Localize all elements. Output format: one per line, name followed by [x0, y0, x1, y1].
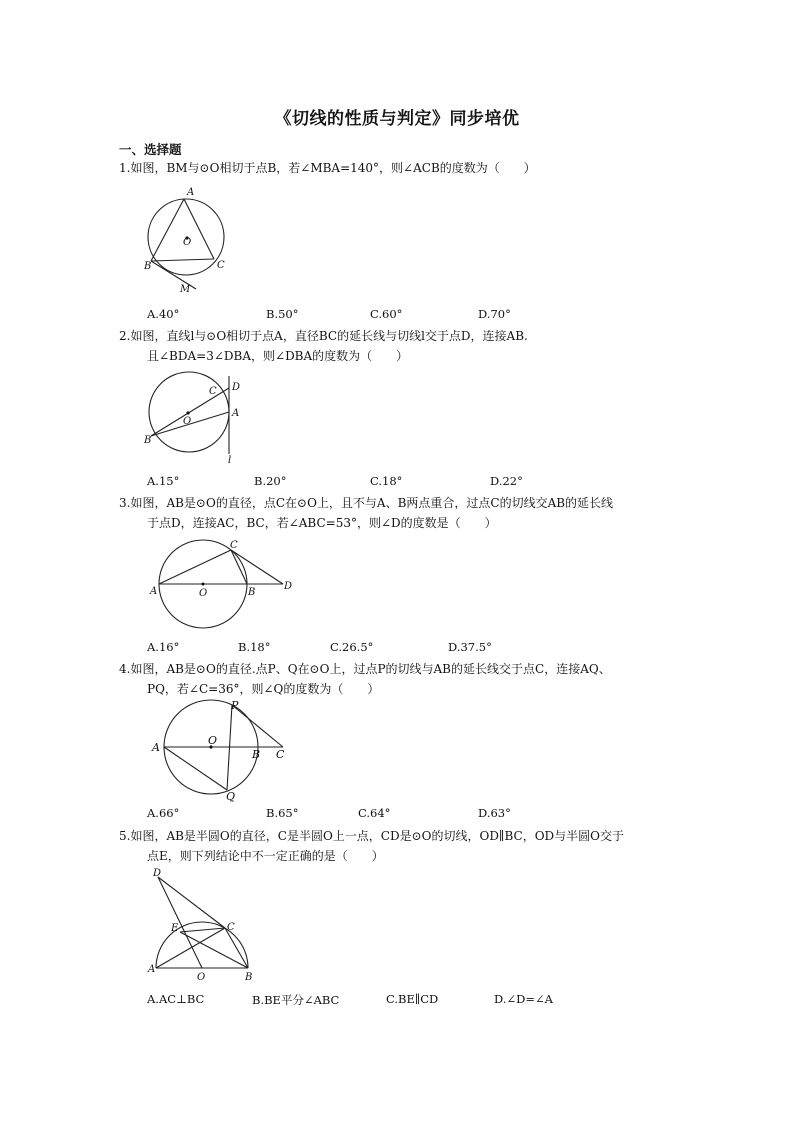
- question-5-stem-line-1: 5.如图，AB是半圆O的直径，C是半圆O上一点，CD是⊙O的切线，OD∥BC，OD与半圆O交于: [119, 829, 625, 843]
- q5-option-d[interactable]: D.∠D=∠A: [494, 992, 553, 1006]
- q1-option-d[interactable]: D.70°: [478, 307, 511, 321]
- question-1-figure: [140, 183, 240, 298]
- q4-segment-aq: [164, 747, 227, 790]
- q5-label-e: E: [171, 923, 179, 934]
- question-3-stem-line-2: 于点D，连接AC，BC，若∠ABC=53°，则∠D的度数是（ ）: [147, 516, 497, 530]
- question-4-stem-line-1: 4.如图，AB是⊙O的直径.点P、Q在⊙O上，过点P的切线与AB的延长线交于点C，连接AQ、: [119, 662, 611, 676]
- q4-label-b: B: [252, 748, 261, 761]
- question-2-stem-line-2: 且∠BDA=3∠DBA，则∠DBA的度数为（ ）: [147, 349, 409, 363]
- q3-option-b[interactable]: B.18°: [238, 640, 271, 654]
- q3-label-c: C: [230, 540, 238, 551]
- q3-option-c[interactable]: C.26.5°: [330, 640, 374, 654]
- question-2-stem-line-1: 2.如图，直线l与⊙O相切于点A，直径BC的延长线与切线l交于点D，连接AB.: [119, 329, 528, 343]
- question-3-figure: [145, 538, 295, 633]
- q5-option-c[interactable]: C.BE∥CD: [386, 992, 439, 1006]
- q1-label-a: A: [187, 187, 195, 198]
- q1-option-a[interactable]: A.40°: [147, 307, 180, 321]
- q1-segment-ac: [184, 199, 214, 259]
- q2-option-c[interactable]: C.18°: [370, 474, 403, 488]
- q3-option-a[interactable]: A.16°: [147, 640, 180, 654]
- q1-label-m: M: [180, 284, 191, 295]
- q4-option-d[interactable]: D.63°: [478, 806, 511, 820]
- q4-label-q: Q: [226, 790, 236, 803]
- q2-label-c: C: [209, 386, 217, 397]
- q3-center-dot: [202, 583, 205, 586]
- q5-tangent-dc: [158, 877, 225, 928]
- q4-option-a[interactable]: A.66°: [147, 806, 180, 820]
- q2-label-o: O: [183, 416, 192, 427]
- question-4-figure: [145, 700, 295, 802]
- q5-label-b: B: [245, 972, 253, 983]
- q4-label-a: A: [152, 741, 160, 754]
- question-1-stem: 1.如图，BM与⊙O相切于点B，若∠MBA=140°，则∠ACB的度数为（ ）: [119, 161, 536, 175]
- q3-option-d[interactable]: D.37.5°: [448, 640, 492, 654]
- q3-label-o: O: [199, 588, 208, 599]
- q2-label-a: A: [232, 408, 240, 419]
- q2-center-dot: [186, 411, 189, 414]
- q4-label-c: C: [276, 748, 285, 761]
- question-3-stem-line-1: 3.如图，AB是⊙O的直径，点C在⊙O上，且不与A、B两点重合，过点C的切线交AB的延长线: [119, 496, 614, 510]
- q3-label-d: D: [284, 581, 293, 592]
- q5-label-d: D: [153, 868, 162, 879]
- q2-option-a[interactable]: A.15°: [147, 474, 180, 488]
- q5-label-c: C: [227, 922, 235, 933]
- q5-label-o: O: [197, 972, 206, 983]
- q5-option-a[interactable]: A.AC⊥BC: [147, 992, 205, 1006]
- q2-label-d: D: [232, 382, 241, 393]
- q1-segment-bc: [151, 259, 214, 261]
- q5-option-b[interactable]: B.BE平分∠ABC: [252, 993, 340, 1007]
- q4-label-o: O: [208, 734, 218, 747]
- q1-label-o: O: [183, 237, 192, 248]
- q2-option-b[interactable]: B.20°: [254, 474, 287, 488]
- section-heading: 一、选择题: [119, 142, 182, 157]
- q1-option-c[interactable]: C.60°: [370, 307, 403, 321]
- q4-option-b[interactable]: B.65°: [266, 806, 299, 820]
- q1-label-c: C: [217, 260, 225, 271]
- q5-segment-ac: [156, 928, 225, 968]
- q1-option-b[interactable]: B.50°: [266, 307, 299, 321]
- q2-option-d[interactable]: D.22°: [490, 474, 523, 488]
- q4-label-p: P: [231, 699, 239, 712]
- q4-option-c[interactable]: C.64°: [358, 806, 391, 820]
- q2-diameter-bd: [151, 388, 229, 436]
- q3-label-b: B: [248, 587, 256, 598]
- page-title: 《切线的性质与判定》同步培优: [274, 109, 520, 129]
- q2-label-b: B: [144, 435, 152, 446]
- question-2-figure: [140, 372, 245, 467]
- question-4-stem-line-2: PQ，若∠C=36°，则∠Q的度数为（ ）: [147, 682, 380, 696]
- question-5-figure: [145, 868, 265, 983]
- q5-label-a: A: [148, 964, 156, 975]
- q1-label-b: B: [144, 261, 152, 272]
- question-5-stem-line-2: 点E，则下列结论中不一定正确的是（ ）: [147, 849, 384, 863]
- q3-label-a: A: [150, 586, 158, 597]
- q2-label-l: l: [228, 455, 232, 466]
- q1-segment-ab: [151, 199, 184, 261]
